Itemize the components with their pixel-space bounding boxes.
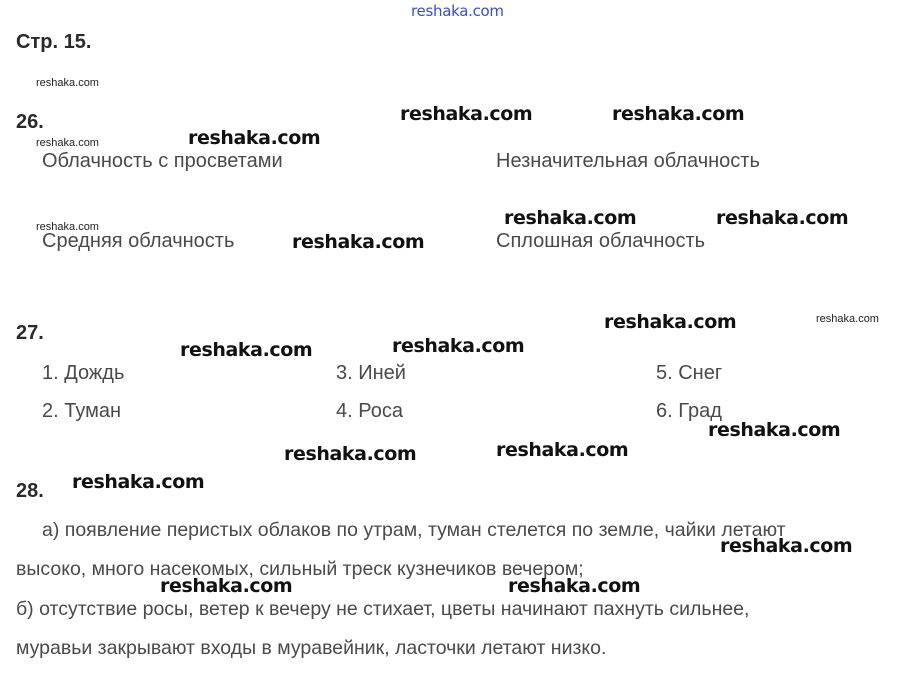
site-header-link[interactable]: reshaka.com [411, 2, 504, 20]
task-26-item: Сплошная облачность [496, 230, 706, 252]
watermark-large: reshaka.com [392, 335, 525, 357]
watermark-large: reshaka.com [708, 419, 841, 441]
watermark-small: reshaka.com [36, 77, 99, 89]
task-28-number: 28. [16, 480, 44, 502]
task-27-item: 4. Роса [336, 400, 403, 422]
watermark-large: reshaka.com [400, 103, 533, 125]
task-26-item: Незначительная облачность [496, 150, 760, 172]
watermark-large: reshaka.com [508, 575, 641, 597]
task-27-number: 27. [16, 322, 44, 344]
watermark-large: reshaka.com [180, 339, 313, 361]
task-26-number: 26. [16, 111, 44, 133]
watermark-small: reshaka.com [36, 137, 99, 149]
task-27-item: 1. Дождь [42, 362, 125, 384]
task-27-item: 5. Снег [656, 362, 723, 384]
watermark-large: reshaka.com [612, 103, 745, 125]
watermark-large: reshaka.com [72, 471, 205, 493]
watermark-large: reshaka.com [720, 535, 853, 557]
watermark-large: reshaka.com [496, 439, 629, 461]
task-28-line: высоко, много насекомых, сильный треск кузнечиков вечером; [16, 558, 584, 580]
task-27-item: 6. Град [656, 400, 722, 422]
watermark-large: reshaka.com [292, 231, 425, 253]
watermark-large: reshaka.com [504, 207, 637, 229]
watermark-small: reshaka.com [816, 313, 879, 325]
task-27-item: 2. Туман [42, 400, 122, 422]
watermark-large: reshaka.com [716, 207, 849, 229]
watermark-small: reshaka.com [36, 221, 99, 233]
task-26-item: Облачность с просветами [42, 150, 283, 172]
watermark-large: reshaka.com [284, 443, 417, 465]
task-28-line: муравьи закрывают входы в муравейник, ласточки летают низко. [16, 637, 607, 659]
page-label: Стр. 15. [16, 31, 92, 53]
watermark-large: reshaka.com [604, 311, 737, 333]
task-28-line: а) появление перистых облаков по утрам, туман стелется по земле, чайки летают [42, 519, 786, 541]
watermark-large: reshaka.com [188, 127, 321, 149]
watermark-large: reshaka.com [160, 575, 293, 597]
task-27-item: 3. Иней [336, 362, 406, 384]
task-28-line: б) отсутствие росы, ветер к вечеру не стихает, цветы начинают пахнуть сильнее, [16, 598, 750, 620]
task-26-item: Средняя облачность [42, 230, 235, 252]
